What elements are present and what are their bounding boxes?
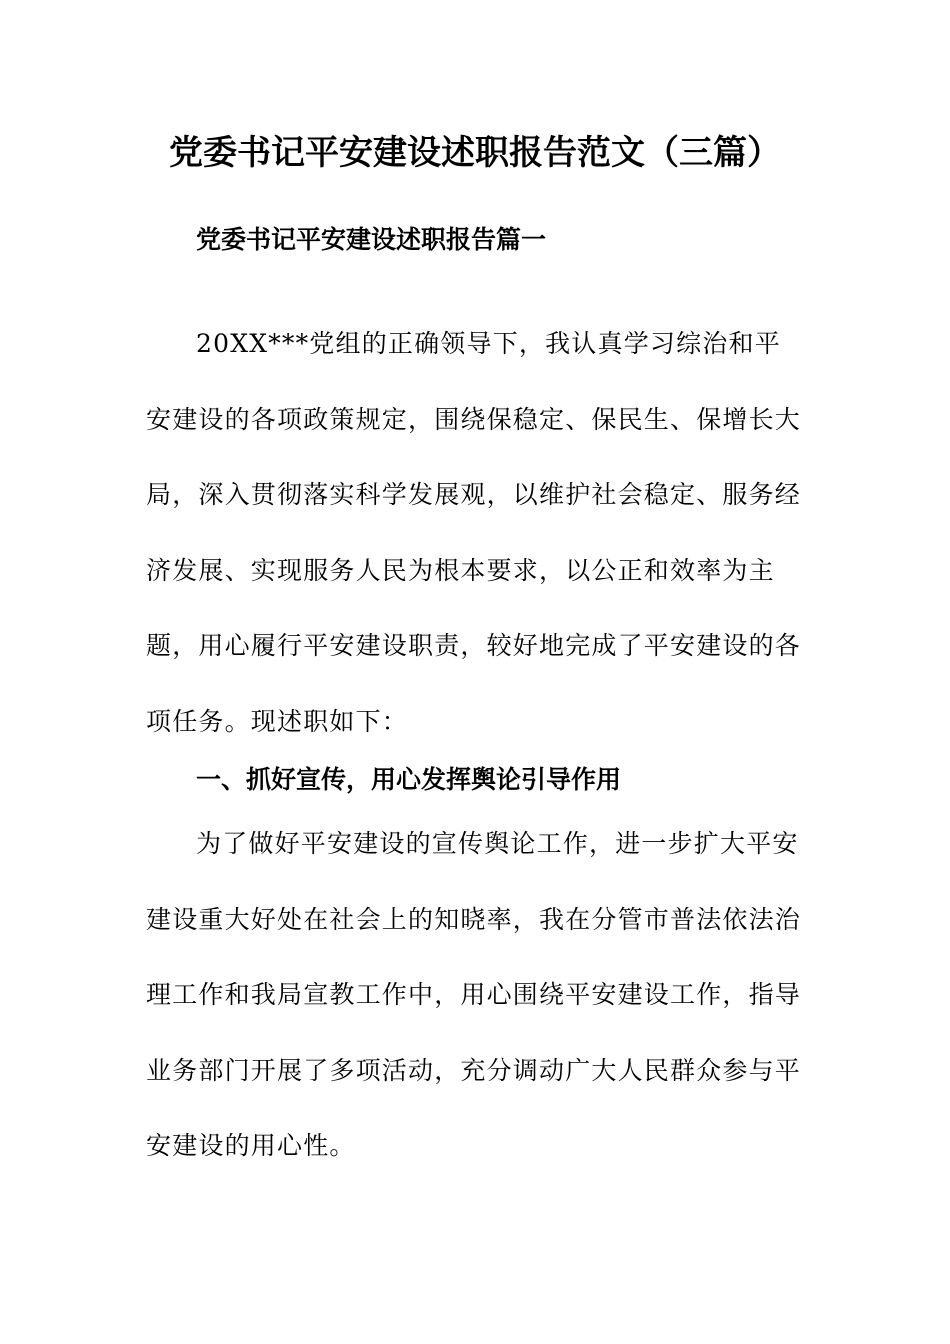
document-subtitle: 党委书记平安建设述职报告篇一 <box>196 225 547 254</box>
document-title: 党委书记平安建设述职报告范文（三篇） <box>169 133 781 173</box>
paragraph-section-1: 为了做好平安建设的宣传舆论工作，进一步扩大平安建设重大好处在社会上的知晓率，我在分管市普法依法治理工作和我局宣教工作中，用心围绕平安建设工作，指导业务部门开展了多项活动，充分调动广大人民群众参与平安建设的用心性。 <box>146 829 802 1160</box>
section-heading-1: 一、抓好宣传，用心发挥舆论引导作用 <box>196 765 622 794</box>
paragraph-intro: 20XX***党组的正确领导下，我认真学习综治和平安建设的各项政策规定，围绕保稳定、保民生、保增长大局，深入贯彻落实科学发展观，以维护社会稳定、服务经济发展、实现服务人民为根本要求，以公正和效率为主题，用心履行平安建设职责，较好地完成了平安建设的各项任务。现述职如下： <box>146 329 802 736</box>
